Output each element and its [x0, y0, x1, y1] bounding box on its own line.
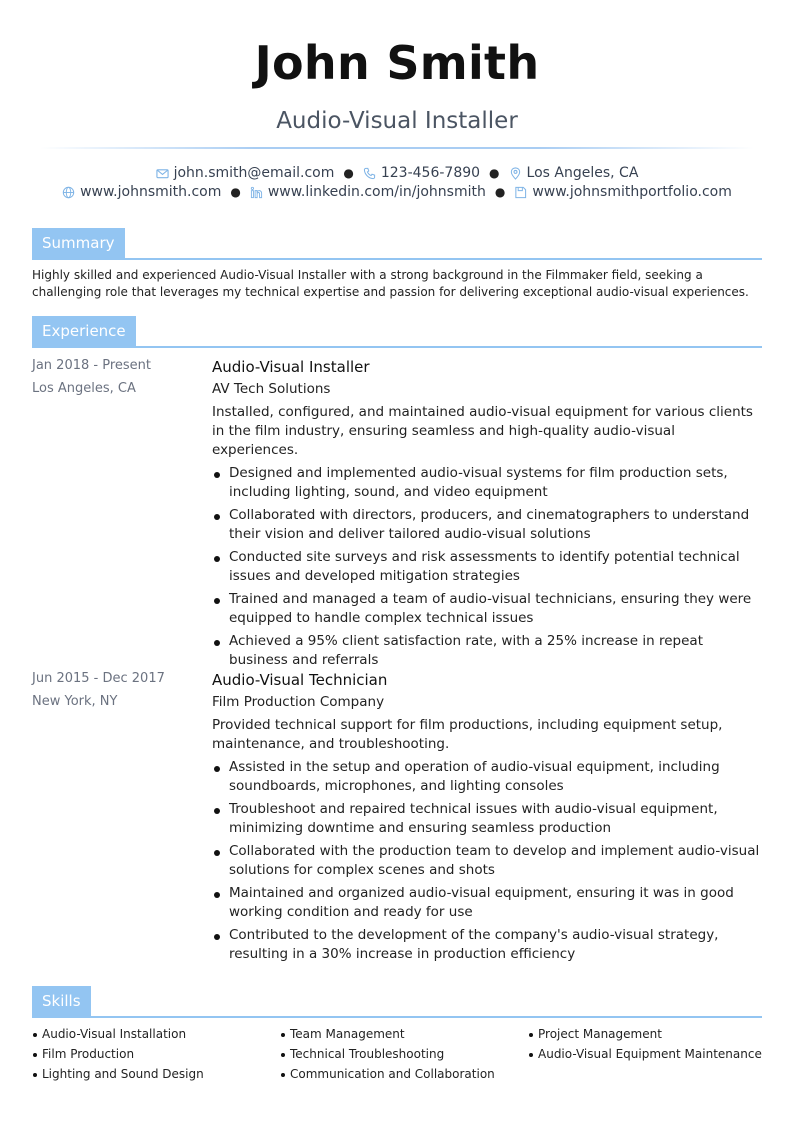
summary-section-header [32, 228, 762, 260]
job-title: Audio-Visual Installer [212, 358, 370, 376]
job-company: AV Tech Solutions [212, 381, 331, 397]
job-dates: Jun 2015 - Dec 2017 [32, 671, 165, 686]
candidate-role: Audio-Visual Installer [276, 108, 518, 134]
job-bullet: Collaborated with the production team to develop and implement audio-visual solutions for complex scenes and shots [212, 842, 762, 880]
skill-item: Audio-Visual Installation [32, 1025, 280, 1043]
envelope-icon [156, 167, 169, 180]
job-bullet: Maintained and organized audio-visual equipment, ensuring it was in good working condition and ready for use [212, 884, 762, 922]
skill-item: Communication and Collaboration [280, 1065, 528, 1083]
phone-text: 123-456-7890 [380, 165, 481, 181]
skill-item: Audio-Visual Equipment Maintenance [528, 1045, 772, 1063]
job-dates: Jan 2018 - Present [32, 358, 151, 373]
contact-website[interactable] [62, 184, 221, 200]
globe-icon [62, 186, 75, 199]
header-divider [40, 147, 754, 149]
candidate-name: John Smith [254, 36, 540, 90]
skill-item: Film Production [32, 1045, 280, 1063]
skill-item: Team Management [280, 1025, 528, 1043]
contact-line-primary [0, 165, 794, 181]
contact-linkedin[interactable] [250, 184, 486, 200]
job-location: New York, NY [32, 694, 118, 709]
contact-line-secondary [0, 184, 794, 200]
experience-section-header [32, 316, 762, 348]
job-description: Provided technical support for film productions, including equipment setup, maintenance, and troubleshooting. [212, 717, 723, 752]
skill-item: Technical Troubleshooting [280, 1045, 528, 1063]
job-entry [212, 671, 762, 968]
contact-email[interactable] [156, 165, 335, 181]
contact-location [509, 165, 639, 181]
job-bullet: Designed and implemented audio-visual systems for film production sets, including lighting, sound, and video equipment [212, 464, 762, 502]
website-text: www.johnsmith.com [80, 184, 222, 200]
phone-icon [363, 167, 376, 180]
job-entry [212, 358, 762, 674]
skills-section-header [32, 986, 762, 1018]
contact-portfolio[interactable] [514, 184, 732, 200]
skill-item: Project Management [528, 1025, 772, 1043]
job-bullets [212, 758, 762, 964]
linkedin-icon [250, 186, 263, 199]
summary-text: Highly skilled and experienced Audio-Visual Installer with a strong background in the Filmmaker field, seeking a challenging role that leverages my technical expertise and passion for delivering exceptional audio-visual experiences. [32, 268, 749, 299]
job-description: Installed, configured, and maintained audio-visual equipment for various clients in the film industry, ensuring seamless and high-quality audio-visual experiences. [212, 404, 753, 458]
contact-separator: ● [494, 185, 506, 199]
skills-heading: Skills [32, 986, 91, 1016]
job-bullet: Conducted site surveys and risk assessments to identify potential technical issues and developed mitigation strategies [212, 548, 762, 586]
summary-heading: Summary [32, 228, 125, 258]
job-bullets [212, 464, 762, 670]
job-meta [32, 670, 202, 716]
job-bullet: Collaborated with directors, producers, and cinematographers to understand their vision and deliver tailored audio-visual solutions [212, 506, 762, 544]
skills-list [32, 1025, 772, 1083]
contact-phone[interactable] [363, 165, 480, 181]
job-bullet: Trained and managed a team of audio-visual technicians, ensuring they were equipped to handle complex technical issues [212, 590, 762, 628]
contact-separator: ● [343, 166, 354, 180]
experience-heading: Experience [32, 316, 136, 346]
email-text: john.smith@email.com [173, 165, 335, 181]
location-text: Los Angeles, CA [526, 165, 639, 181]
contact-separator: ● [489, 166, 500, 180]
portfolio-text: www.johnsmithportfolio.com [532, 184, 732, 200]
job-bullet: Troubleshoot and repaired technical issues with audio-visual equipment, minimizing downtime and ensuring seamless production [212, 800, 762, 838]
map-pin-icon [509, 167, 522, 180]
job-bullet: Achieved a 95% client satisfaction rate, with a 25% increase in repeat business and referrals [212, 632, 762, 670]
job-bullet: Assisted in the setup and operation of audio-visual equipment, including soundboards, microphones, and lighting consoles [212, 758, 762, 796]
job-title: Audio-Visual Technician [212, 671, 388, 689]
job-company: Film Production Company [212, 694, 385, 710]
contact-separator: ● [230, 185, 241, 199]
portfolio-icon [514, 186, 527, 199]
linkedin-text: www.linkedin.com/in/johnsmith [267, 184, 486, 200]
job-location: Los Angeles, CA [32, 381, 136, 396]
skill-item: Lighting and Sound Design [32, 1065, 280, 1083]
job-bullet: Contributed to the development of the company's audio-visual strategy, resulting in a 30% increase in production efficiency [212, 926, 762, 964]
job-meta [32, 357, 202, 403]
